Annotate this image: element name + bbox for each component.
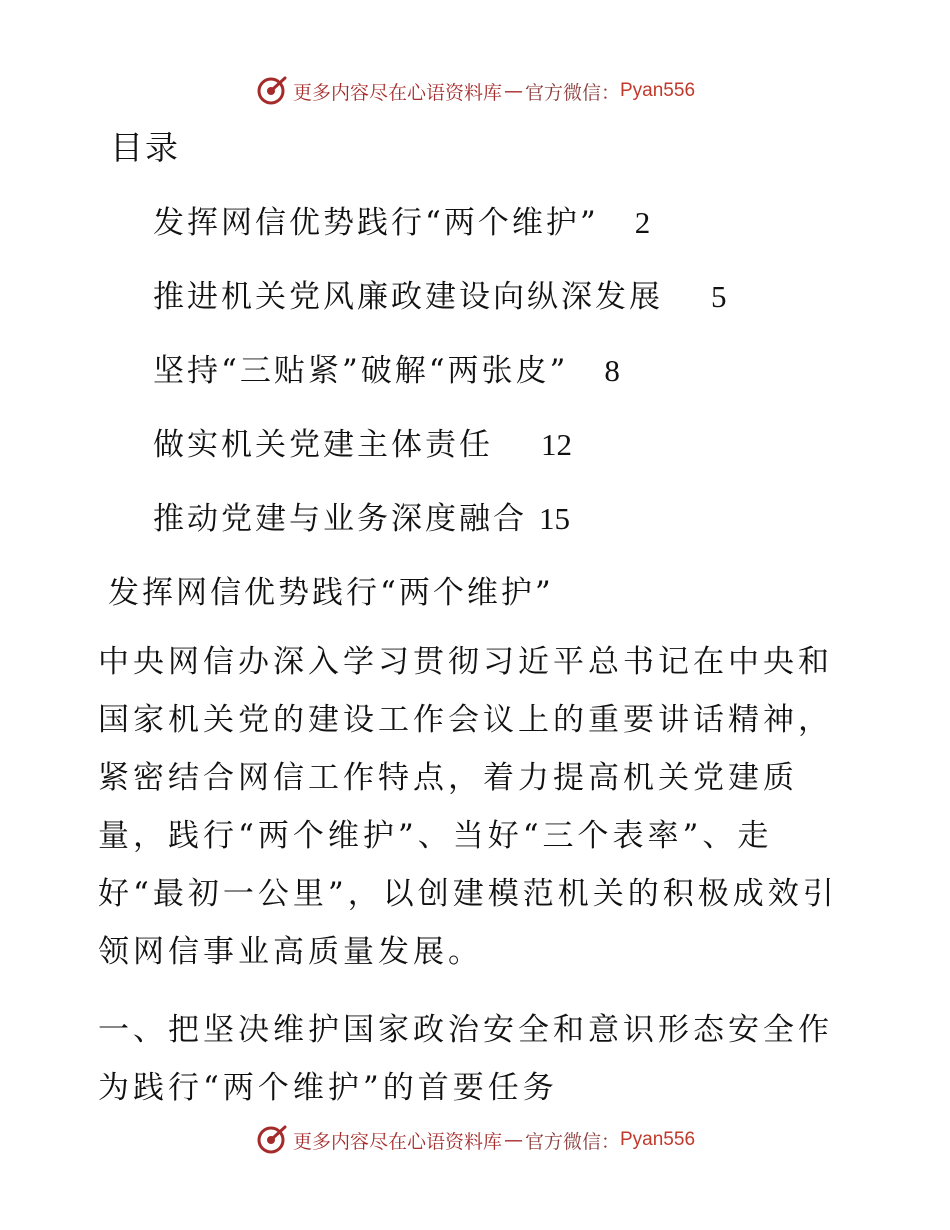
toc-item-title: 推动党建与业务深度融合 (153, 501, 527, 537)
watermark-text: 更多内容尽在心语资料库 (292, 81, 502, 104)
watermark-wechat-id: Pyan556 (620, 1129, 696, 1150)
brush-logo-icon (255, 75, 287, 107)
toc-item-page: 15 (539, 501, 570, 536)
brush-logo-icon (255, 1124, 287, 1156)
toc-item-title: 坚持“三贴紧”破解“两张皮” (153, 353, 569, 389)
toc-heading: 目录 (110, 128, 180, 167)
watermark-official-label: 官方微信： (524, 1130, 620, 1153)
watermark-text: 更多内容尽在心语资料库 (292, 1130, 502, 1153)
toc-item-title: 做实机关党建主体责任 (153, 427, 493, 463)
footer-watermark (0, 1120, 950, 1160)
article-title: 发挥网信优势践行“两个维护” (108, 575, 554, 611)
toc-item (153, 419, 572, 464)
article-section-heading: 一、把坚决维护国家政治安全和意识形态安全作为践行“两个维护”的首要任务 (98, 1012, 833, 1106)
toc-item (153, 493, 570, 538)
toc-item (153, 271, 727, 316)
toc-item-page: 12 (541, 427, 572, 462)
toc-item (153, 345, 620, 390)
toc-item-title: 推进机关党风廉政建设向纵深发展 (153, 279, 663, 315)
toc-item-title: 发挥网信优势践行“两个维护” (153, 205, 599, 241)
watermark-dash: — (503, 80, 523, 102)
article-paragraph: 中央网信办深入学习贯彻习近平总书记在中央和国家机关党的建设工作会议上的重要讲话精神，紧密结合网信工作特点，着力提高机关党建质量，践行“两个维护”、当好“三个表率”、走好“最初一公里”，以创建模范机关的积极成效引领网信事业高质量发展。 (98, 644, 838, 970)
watermark-official-label: 官方微信： (524, 81, 620, 104)
toc-item-page: 8 (604, 353, 620, 388)
watermark-wechat-id: Pyan556 (620, 80, 696, 101)
watermark-dash: — (503, 1129, 523, 1151)
toc-item-page: 5 (711, 279, 727, 314)
header-watermark (0, 71, 950, 111)
toc-item-page: 2 (634, 205, 651, 240)
toc-item (153, 197, 650, 242)
